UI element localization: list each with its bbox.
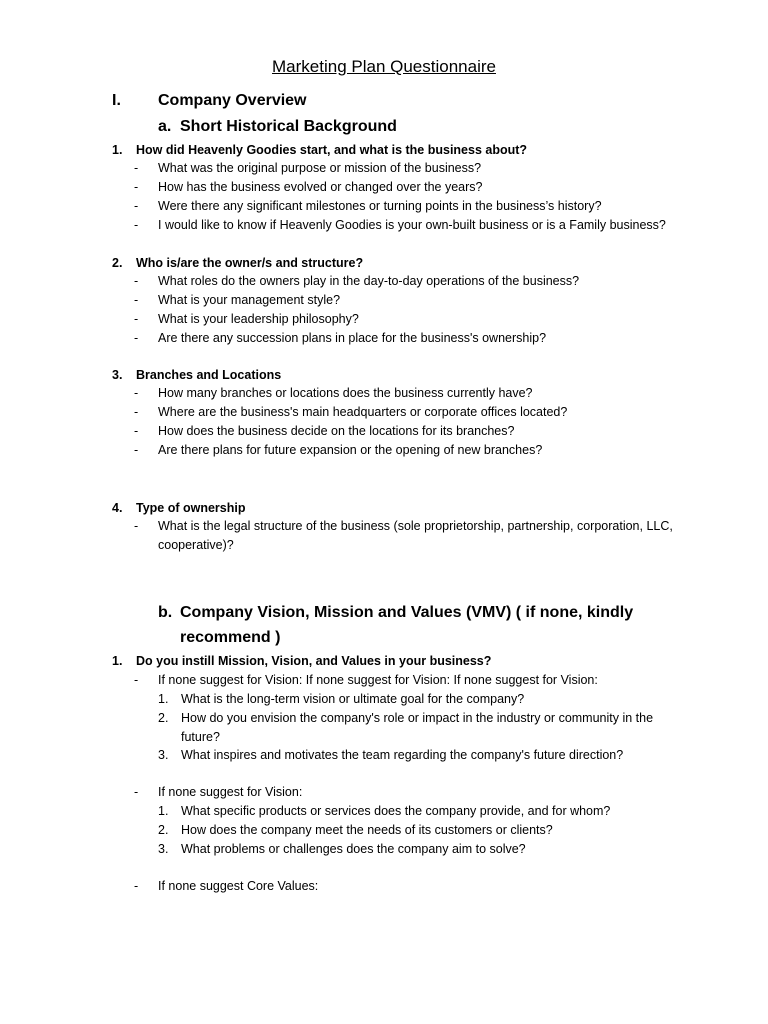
section-numeral: I. — [112, 92, 121, 109]
subsection-letter: b. — [158, 604, 173, 621]
subsection-heading-history — [158, 118, 397, 136]
document-title: Marketing Plan Questionnaire — [272, 57, 496, 76]
list-item: - What is your leadership philosophy? — [134, 312, 359, 326]
list-item: - Are there plans for future expansion or the opening of new branches? — [134, 443, 543, 457]
list-item: - Are there any succession plans in place for the business's ownership? — [134, 331, 547, 345]
list-item: - How does the business decide on the locations for its branches? — [134, 424, 515, 438]
question-text: Do you instill Mission, Vision, and Values in your business? — [136, 654, 492, 668]
list-item: - How many branches or locations does the business currently have? — [134, 386, 533, 400]
list-item: - If none suggest for Vision: — [134, 785, 303, 799]
question-text: Who is/are the owner/s and structure? — [136, 256, 364, 270]
list-item: - How has the business evolved or changed over the years? — [134, 180, 483, 194]
numbered-item: 2. How does the company meet the needs of its customers or clients? — [158, 823, 553, 837]
list-item: - What is your management style? — [134, 293, 341, 307]
question-number: 3. — [112, 368, 123, 382]
question-3 — [112, 368, 281, 382]
question-4 — [112, 501, 246, 515]
question-text: Type of ownership — [136, 501, 246, 515]
subsection-heading-text: Short Historical Background — [180, 118, 397, 135]
question-number: 1. — [112, 143, 123, 157]
list-item: - Were there any significant milestones or turning points in the business’s history? — [134, 199, 602, 213]
question-text: Branches and Locations — [136, 368, 282, 382]
numbered-item: 3. What inspires and motivates the team regarding the company's future direction? — [158, 748, 624, 762]
question-number: 4. — [112, 501, 123, 515]
question-number: 1. — [112, 654, 123, 668]
list-item: - If none suggest Core Values: — [134, 879, 319, 893]
numbered-item: 2. How do you envision the company's role or impact in the industry or community in the future? — [158, 711, 654, 744]
question-2 — [112, 256, 363, 270]
list-item: - What roles do the owners play in the day-to-day operations of the business? — [134, 274, 580, 288]
numbered-item: 1. What is the long-term vision or ultimate goal for the company? — [158, 692, 525, 706]
question-vmv-1 — [112, 654, 491, 668]
question-1 — [112, 143, 527, 157]
numbered-item: 1. What specific products or services does the company provide, and for whom? — [158, 804, 611, 818]
question-number: 2. — [112, 256, 123, 270]
list-item: - Where are the business's main headquarters or corporate offices located? — [134, 405, 568, 419]
list-item: - What was the original purpose or mission of the business? — [134, 161, 482, 175]
subsection-heading-text: Company Vision, Mission and Values (VMV) ( if none, kindly — [180, 604, 634, 621]
subsection-letter: a. — [158, 118, 172, 135]
subsection-heading-vmv — [158, 604, 633, 622]
question-text: How did Heavenly Goodies start, and what is the business about? — [136, 143, 528, 157]
list-item: - What is the legal structure of the business (sole proprietorship, partnership, corporation, LLC, cooperative)? — [134, 519, 673, 552]
list-item: - If none suggest for Vision: If none suggest for Vision: If none suggest for Vision: — [134, 673, 598, 687]
subsection-heading-vmv-line2: recommend ) — [180, 629, 281, 646]
numbered-item: 3. What problems or challenges does the company aim to solve? — [158, 842, 526, 856]
section-heading-text: Company Overview — [158, 92, 307, 109]
section-heading-company-overview — [112, 92, 307, 110]
list-item: - I would like to know if Heavenly Goodies is your own-built business or is a Family business? — [134, 218, 666, 232]
